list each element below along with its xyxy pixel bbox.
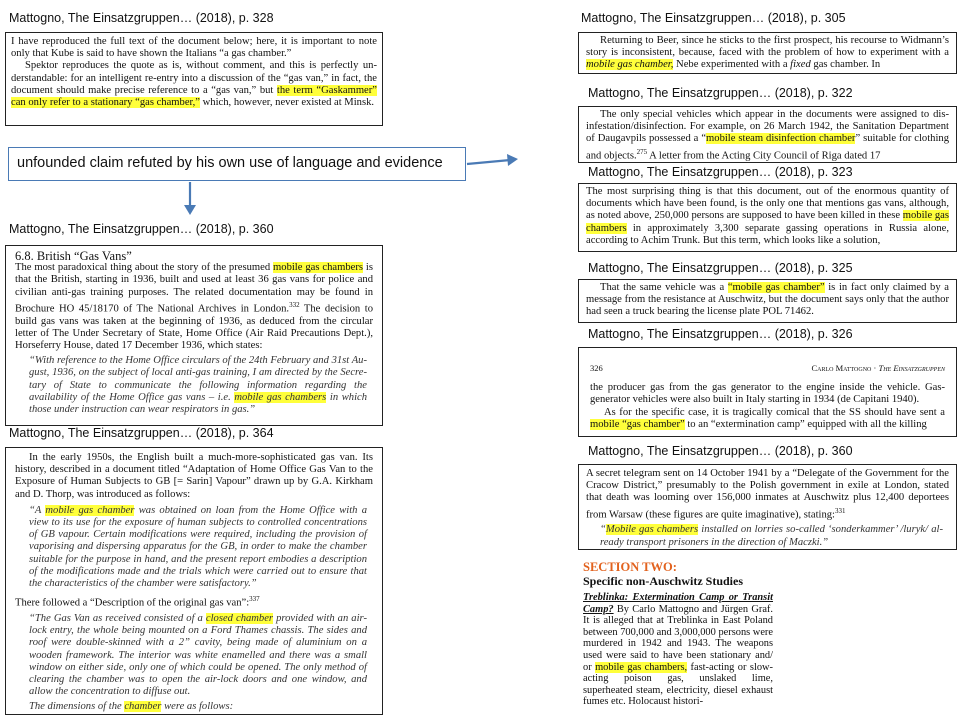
paragraph: That the same vehicle was a “mobile gas chamber” is in fact only claimed by a message from the resistance at Auschwitz, but the document says only that the author had seen a truck bearing the license plate POL 71462. <box>586 282 949 318</box>
highlight: mobile gas chamber, <box>586 59 674 71</box>
quote: “A mobile gas chamber was obtained on loan from the Home Office with a view to its use for the exposure of human subjects to controlled concentrations of GB vapour. Certain modifications were required, including the provision of vaporising and dispersing apparatus for the GB, in order to make the chamber suitable for the purpose in hand, and the present report embodies a description of the modifications made and the trials which were carried out to ensure that the characteristics of the chamber were satisfactory.” <box>29 504 368 590</box>
arrow-down-head <box>184 205 196 215</box>
caption-p360b: Mattogno, The Einsatzgruppen… (2018), p. 360 <box>588 444 853 458</box>
book-title: Treblinka: Extermination Camp or Transit Camp? <box>583 592 773 615</box>
highlight: the term “Gaskammer” can only refer to a stationary “gas chamber,” <box>11 84 377 109</box>
highlight: mobile gas chambers <box>273 262 363 274</box>
footnote-ref: 332 <box>289 300 300 309</box>
paragraph: The most surprising thing is that this document, out of the enormous quantity of documents which have been found, is the only one that mentions gas vans, although, as noted above, 250,000 persons are supposed to have been killed in these mobile gas chambers in approximately 3,300 separate gassing operations in Russia alone, according to Achim Trunk. But this term, which looks like a solution, <box>586 186 949 246</box>
paragraph: the producer gas from the gas generator to the engine inside the vehicle. Gasgenerator vehicles were also built in Italy starting in 1934 (de Capitani 1940). <box>590 382 945 406</box>
claim-callout: unfounded claim refuted by his own use of language and evidence <box>8 147 466 181</box>
footnote-ref: 337 <box>249 595 260 604</box>
highlight: mobile gas chambers <box>234 391 327 403</box>
paragraph: There followed a “Description of the original gas van”:$^{337}$ <box>15 595 260 609</box>
caption-p305: Mattogno, The Einsatzgruppen… (2018), p. 305 <box>581 11 846 25</box>
caption-p325: Mattogno, The Einsatzgruppen… (2018), p. 325 <box>588 261 853 275</box>
caption-p326: Mattogno, The Einsatzgruppen… (2018), p. 326 <box>588 327 853 341</box>
caption-p323: Mattogno, The Einsatzgruppen… (2018), p. 323 <box>588 165 853 179</box>
quote: “The Gas Van as received consisted of a closed chamber provided with an air-lock entry, the whole being mounted on a Ford Thames chassis. The sides and roof were double-skinned with a 2” cavity, being made of aluminium on a wooden framework. The interior was white enamelled and there was a small window on either side, only one of which could be opened. The only method of clearing the chamber was to open the air-lock doors and one window, and allow the concentration to diffuse out. <box>29 612 367 698</box>
paragraph: Returning to Beer, since he sticks to the first prospect, his recourse to Widmann’s story is inconsistent, because, faced with the problem of how to experiment with a mobile gas chamber, Nebe experimented with a fixed gas chamber. In <box>586 35 949 71</box>
paragraph: I have reproduced the full text of the document below; here, it is important to note only that Kube is said to have shown the Italians “a gas chamber.” <box>11 36 377 60</box>
highlight: Mobile gas chambers <box>605 524 699 536</box>
highlight: mobile gas chamber <box>45 504 135 516</box>
highlight: mobile steam disinfection chamber <box>706 133 856 145</box>
caption-p328: Mattogno, The Einsatzgruppen… (2018), p. 328 <box>9 11 274 25</box>
paragraph: In the early 1950s, the English built a much-more-sophisticated gas van. Its history, described in a document titled “Adaptation of Home Office Gas Van to the Exposure of Human Subjects to GB [= Sarin] Vapour” drawn up by G.A. Kirkham and D. Thorp, was introduced as follows: <box>15 452 373 500</box>
caption-p364: Mattogno, The Einsatzgruppen… (2018), p. 364 <box>9 426 274 440</box>
arrow-right <box>467 160 510 164</box>
running-header: 326 Carlo Mattogno · The Einsatzgruppen <box>590 363 945 373</box>
paragraph: A secret telegram sent on 14 October 1941 by a “Delegate of the Government for the Cracow District,” presumably to the Polish government in exile at London, stated that death was looming over 156,000 inmates at Auschwitz plus 12,400 deportees from Warsaw (these figures are quite imaginative), stating:$^{331}$ <box>586 468 949 521</box>
footnote-ref: 275 <box>636 147 648 156</box>
paragraph: As for the specific case, it is tragically comical that the SS should have sent a mobile “gas chamber” to an “extermination camp” equipped with all the killing <box>590 406 945 430</box>
highlight: mobile “gas chamber” <box>590 418 685 430</box>
quote: The dimensions of the chamber were as follows: <box>29 701 234 713</box>
page-number: 326 <box>590 363 603 373</box>
section-title: Specific non-Auschwitz Studies <box>583 574 744 588</box>
section-label: SECTION TWO: <box>583 560 677 574</box>
caption-p360: Mattogno, The Einsatzgruppen… (2018), p. 360 <box>9 222 274 236</box>
highlight: closed chamber <box>205 612 274 624</box>
paragraph: The only special vehicles which appear in the documents were assigned to disinfestation/disinfection. For example, on 26 March 1942, the Sanitation Department of Daugavpils possessed a “mobile steam disinfection chamber” suitable for clothing and objects.$^{275}$ A letter from the Acting City Council of Riga dated 17 <box>586 109 950 162</box>
quote: “With reference to the Home Office circulars of the 24th February and 31st August, 1936, on the subject of local anti-gas training, I am directed by the Secretary of State to communicate the following information regarding the availability of the Home Office gas vans – i.e. mobile gas chambers in which those under instruction can wear respirators in gas.” <box>29 355 368 415</box>
footnote-ref: 331 <box>835 506 846 515</box>
highlight: mobile gas chambers <box>586 210 949 234</box>
paragraph: The most paradoxical thing about the story of the presumed mobile gas chambers is that the British, starting in 1936, built and used at least 36 gas vans for police and civilian anti-gas training purposes. The related documentation may be found in Brochure HO 45/18170 of The National Archives in London.$^{332}$ The decision to build gas vans was taken at the beginning of 1936, as deduced from the circular letter of The Under Secretary of State, Home Office (Air Raid Precautions Dept.), Horseferry House, dated 17 December 1936, which states: <box>15 262 373 351</box>
highlight: “mobile gas chamber” <box>727 282 825 293</box>
paragraph: Spektor reproduces the quote as is, without comment, and this is perfectly understandable: for an intelligent re-entry into a discussion of the “gas van,” in fact, the document should make precise reference to a “gas van,” but the term “Gaskammer” can only refer to a stationary “gas chamber,” which, however, never existed at Minsk. <box>11 60 377 109</box>
highlight: mobile gas chambers, <box>595 661 688 673</box>
section-heading: 6.8. British “Gas Vans” <box>15 249 132 263</box>
quote: “Mobile gas chambers installed on lorries so-called ‘sonderkammer’ /luryk/ already transport prisoners in the direction of Maczki.” <box>600 524 943 548</box>
catalog-entry: Treblinka: Extermination Camp or Transit Camp? By Carlo Mattogno and Jürgen Graf. It is alleged that at Treblinka in East Poland between 700,000 and 3,000,000 persons were murdered in 1942 and 1943. The weapons used were said to have been stationary and/ or mobile gas chambers, fast-acting or slow-acting poison gas, unslaked lime, superheated steam, electricity, diesel exhaust fumes etc. Holocaust histori- <box>583 592 773 708</box>
arrow-right-head <box>507 154 518 166</box>
highlight: chamber <box>124 701 162 713</box>
caption-p322: Mattogno, The Einsatzgruppen… (2018), p. 322 <box>588 86 853 100</box>
